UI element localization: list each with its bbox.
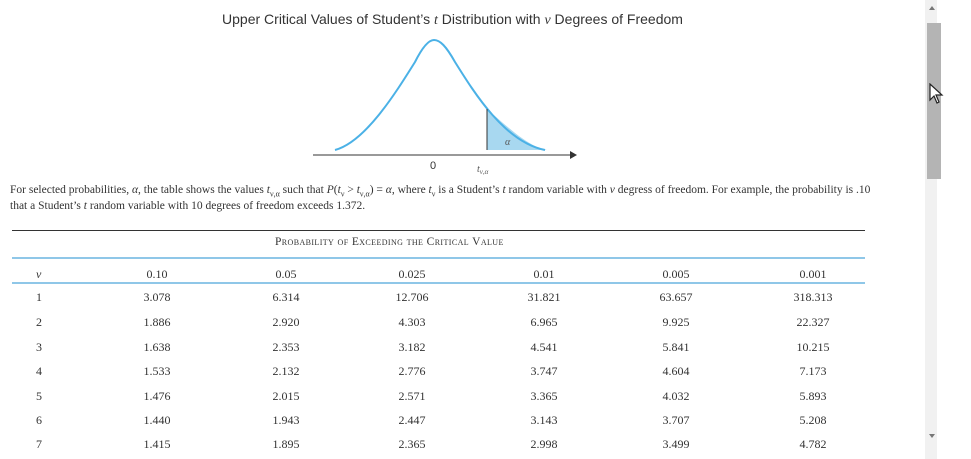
- table-cell: 2.998: [530, 437, 558, 451]
- table-cell: 3.182: [398, 340, 426, 354]
- table-row: [12, 389, 865, 413]
- table-top-rule: [12, 230, 865, 231]
- column-header: 0.01: [533, 267, 555, 281]
- row-nu: 1: [36, 290, 42, 304]
- table-cell: 1.440: [143, 413, 171, 427]
- scroll-down-icon[interactable]: [929, 434, 935, 438]
- table-cell: 6.965: [530, 315, 558, 329]
- table-cell: 1.476: [143, 389, 171, 403]
- table-header-row: [12, 267, 865, 291]
- table-cell: 5.208: [799, 413, 827, 427]
- table-cell: 2.776: [398, 364, 426, 378]
- table-cell: 1.638: [143, 340, 171, 354]
- table-cell: 4.032: [662, 389, 690, 403]
- row-nu: 3: [36, 340, 42, 354]
- table-row: [12, 340, 865, 364]
- pointer-arrow-icon: [929, 83, 945, 105]
- table-row: [12, 290, 865, 314]
- table-row: [12, 413, 865, 437]
- table-cell: 1.415: [143, 437, 171, 451]
- table-cell: 6.314: [272, 290, 300, 304]
- table-cell: 3.707: [662, 413, 690, 427]
- table-cell: 4.782: [799, 437, 827, 451]
- column-header: 0.10: [146, 267, 168, 281]
- table-cell: 2.132: [272, 364, 300, 378]
- table-description: For selected probabilities, α, the table shows the values $t_{\nu,\alpha}$ such that $P(t_\nu > t_{\nu,\alpha}) = \alpha$, where $t_\nu$ is a Student’s t random variable with ν degress of freedom. For example, the probability is .10 that a Student’s t random variable with 10 degrees of freedom exceeds 1.372.: [10, 184, 871, 213]
- table-cell: 4.303: [398, 315, 426, 329]
- header-rule: [12, 257, 865, 259]
- column-header: 0.05: [275, 267, 297, 281]
- row-nu: 6: [36, 413, 42, 427]
- table-cell: 2.353: [272, 340, 300, 354]
- table-cell: 3.078: [143, 290, 171, 304]
- table-row: [12, 437, 865, 459]
- table-cell: 31.821: [527, 290, 561, 304]
- table-cell: 2.015: [272, 389, 300, 403]
- scrollbar-track[interactable]: [925, 0, 937, 459]
- t-distribution-curve: [305, 32, 585, 182]
- table-cell: 2.447: [398, 413, 426, 427]
- scrollbar[interactable]: [925, 0, 971, 459]
- page-title: Upper Critical Values of Student’s t Distribution with ν Degrees of Freedom: [222, 11, 683, 28]
- row-nu: 4: [36, 364, 42, 378]
- table-cell: 4.541: [530, 340, 558, 354]
- table-cell: 1.533: [143, 364, 171, 378]
- table-cell: 1.895: [272, 437, 300, 451]
- row-nu: 2: [36, 315, 42, 329]
- table-cell: 2.920: [272, 315, 300, 329]
- table-caption: Probability of Exceeding the Critical Value: [275, 236, 504, 248]
- table-cell: 3.747: [530, 364, 558, 378]
- table-row: [12, 364, 865, 388]
- table-cell: 3.143: [530, 413, 558, 427]
- row-nu: 7: [36, 437, 42, 451]
- table-cell: 2.571: [398, 389, 426, 403]
- alpha-label: α: [505, 137, 511, 148]
- table-cell: 9.925: [662, 315, 690, 329]
- table-cell: 1.886: [143, 315, 171, 329]
- table-cell: 7.173: [799, 364, 827, 378]
- t-label: $t_{\nu,\alpha}$: [477, 164, 489, 176]
- table-cell: 12.706: [395, 290, 429, 304]
- table-cell: 10.215: [796, 340, 830, 354]
- column-header: 0.025: [398, 267, 426, 281]
- column-header: 0.001: [799, 267, 827, 281]
- table-cell: 22.327: [796, 315, 830, 329]
- table-cell: 1.943: [272, 413, 300, 427]
- table-cell: 5.841: [662, 340, 690, 354]
- table-cell: 3.499: [662, 437, 690, 451]
- column-header: 0.005: [662, 267, 690, 281]
- table-cell: 63.657: [659, 290, 693, 304]
- nu-header: ν: [36, 267, 42, 281]
- table-cell: 3.365: [530, 389, 558, 403]
- table-cell: 2.365: [398, 437, 426, 451]
- table-cell: 4.604: [662, 364, 690, 378]
- table-cell: 318.313: [793, 290, 833, 304]
- row-nu: 5: [36, 389, 42, 403]
- header-bottom-rule: [12, 282, 865, 284]
- zero-label: 0: [430, 160, 437, 172]
- table-cell: 5.893: [799, 389, 827, 403]
- table-row: [12, 315, 865, 339]
- scroll-up-icon[interactable]: [929, 6, 935, 10]
